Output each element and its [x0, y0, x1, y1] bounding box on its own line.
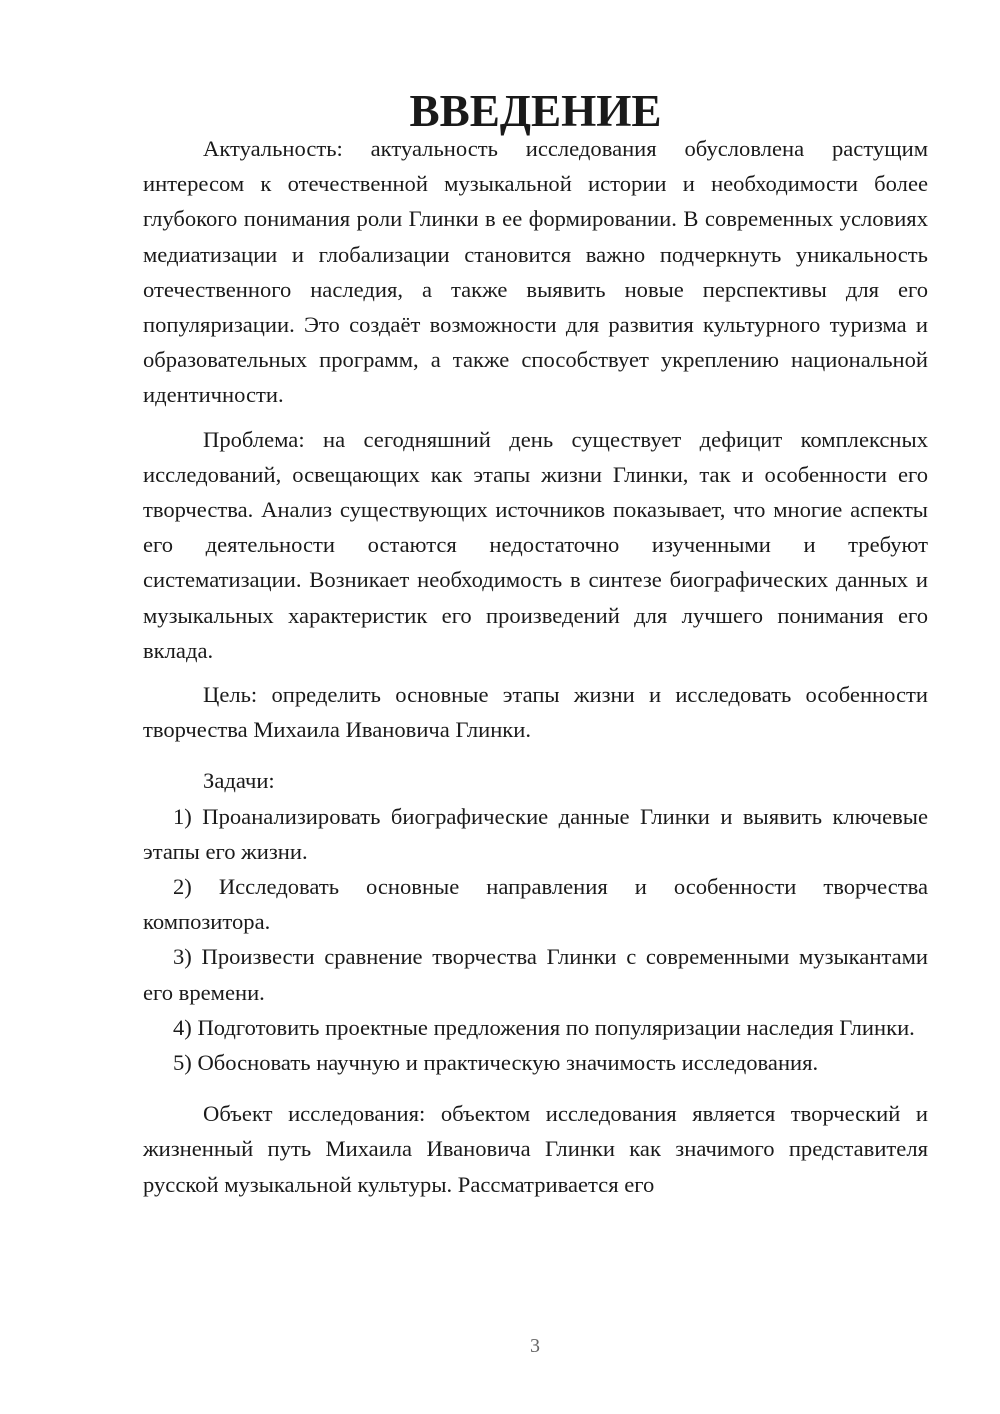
section-title: ВВЕДЕНИЕ: [409, 86, 662, 136]
page-content: [143, 86, 928, 1202]
task-item-4: 4) Подготовить проектные предложения по популяризации наследия Глинки.: [173, 1014, 915, 1040]
paragraph-object: Объект исследования: объектом исследования является творческий и жизненный путь Михаила Ивановича Глинки как значимого представителя русской музыкальной культуры. Рассматривается его: [143, 1101, 928, 1197]
task-item-2: 2) Исследовать основные направления и особенности творчества композитора.: [143, 874, 928, 935]
page-number: 3: [530, 1335, 540, 1357]
tasks-heading: Задачи:: [203, 768, 275, 794]
task-item-5: 5) Обосновать научную и практическую значимость исследования.: [173, 1050, 819, 1076]
task-item-1: 1) Проанализировать биографические данные Глинки и выявить ключевые этапы его жизни.: [143, 803, 928, 864]
paragraph-goal: Цель: определить основные этапы жизни и исследовать особенности творчества Михаила Ивановича Глинки.: [143, 682, 928, 743]
paragraph-problem: Проблема: на сегодняшний день существует дефицит комплексных исследований, освещающих как этапы жизни Глинки, так и особенности его творчества. Анализ существующих источников показывает, что многие аспекты его деятельности остаются недостаточно изученными и требуют систематизации. Возникает необходимость в синтезе биографических данных и музыкальных характеристик его произведений для лучшего понимания его вклада.: [143, 426, 928, 663]
paragraph-relevance: Актуальность: актуальность исследования обусловлена растущим интересом к отечественной музыкальной истории и необходимости более глубокого понимания роли Глинки в ее формировании. В современных условиях медиатизации и глобализации становится важно подчеркнуть уникальность отечественного наследия, а также выявить новые перспективы для его популяризации. Это создаёт возможности для развития культурного туризма и образовательных программ, а также способствует укреплению национальной идентичности.: [143, 136, 928, 408]
task-item-3: 3) Произвести сравнение творчества Глинки с современными музыкантами его времени.: [143, 944, 928, 1005]
